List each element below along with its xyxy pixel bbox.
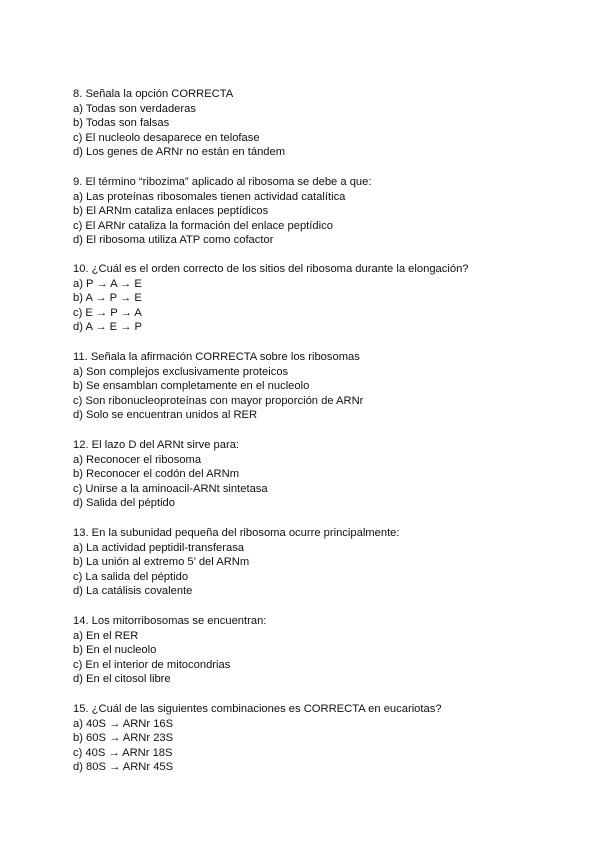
option-a: a) P → A → E [73,277,142,290]
question-10 [73,262,573,335]
question-13 [73,526,573,599]
option-b: b) En el nucleolo [73,644,157,657]
option-d: d) La catálisis covalente [73,585,193,598]
option-c: c) 40S → ARNr 18S [73,746,173,759]
option-a: a) En el RER [73,629,139,642]
question-text: 15. ¿Cuál de las siguientes combinaciones es CORRECTA en eucariotas? [73,703,442,715]
option-c: c) El nucleolo desaparece en telofase [73,131,260,144]
option-d: d) A → E → P [73,321,143,334]
question-8 [73,87,573,160]
option-a: a) 40S → ARNr 16S [73,717,174,730]
option-c: c) El ARNr cataliza la formación del enlace peptídico [73,219,333,232]
option-c: c) En el interior de mitocondrias [73,658,231,671]
option-c: c) E → P → A [73,306,142,319]
option-b: b) A → P → E [73,292,142,305]
question-text: 14. Los mitorribosomas se encuentran: [73,615,267,627]
question-9 [73,175,573,248]
question-text: 11. Señala la afirmación CORRECTA sobre los ribosomas [73,351,360,363]
option-d: d) El ribosoma utiliza ATP como cofactor [73,234,274,247]
option-b: b) La unión al extremo 5’ del ARNm [73,556,250,569]
question-text: 9. El término “ribozima” aplicado al ribosoma se debe a que: [73,176,372,188]
option-b: b) Reconocer el codón del ARNm [73,468,240,481]
option-b: b) 60S → ARNr 23S [73,732,174,745]
option-d: d) 80S → ARNr 45S [73,761,174,774]
question-text: 13. En la subunidad pequeña del ribosoma ocurre principalmente: [73,527,400,539]
option-b: b) Se ensamblan completamente en el nucleolo [73,380,310,393]
option-d: d) Solo se encuentran unidos al RER [73,409,258,422]
question-text: 12. El lazo D del ARNt sirve para: [73,439,240,451]
option-b: b) El ARNm cataliza enlaces peptídicos [73,205,269,218]
question-14 [73,614,573,687]
option-d: d) Los genes de ARNr no están en tándem [73,146,286,159]
option-c: c) La salida del péptido [73,570,189,583]
option-b: b) Todas son falsas [73,117,170,130]
option-a: a) Las proteínas ribosomales tienen actividad catalítica [73,190,346,203]
option-d: d) En el citosol libre [73,673,171,686]
option-d: d) Salida del péptido [73,497,176,510]
question-text: 8. Señala la opción CORRECTA [73,88,234,100]
question-12 [73,438,573,511]
option-a: a) Reconocer el ribosoma [73,453,202,466]
question-text: 10. ¿Cuál es el orden correcto de los sitios del ribosoma durante la elongación? [73,263,469,275]
option-a: a) Son complejos exclusivamente proteicos [73,365,289,378]
option-c: c) Unirse a la aminoacil-ARNt sintetasa [73,482,268,495]
option-a: a) Todas son verdaderas [73,102,196,115]
question-11 [73,350,573,423]
option-c: c) Son ribonucleoproteínas con mayor proporción de ARNr [73,394,364,407]
question-15 [73,702,573,775]
option-a: a) La actividad peptidil-transferasa [73,541,245,554]
